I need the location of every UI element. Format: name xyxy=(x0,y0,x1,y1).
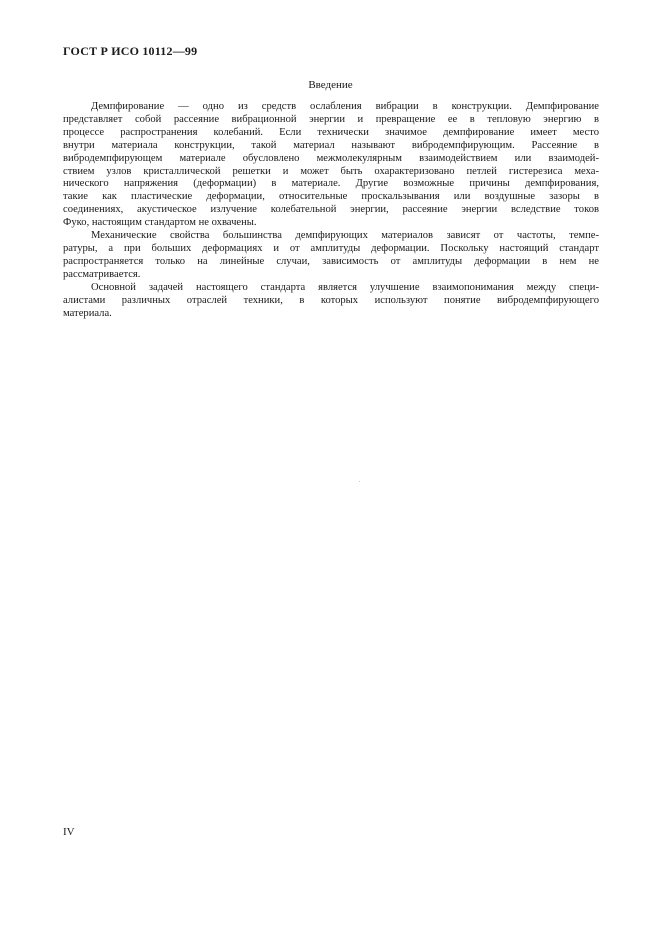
text-line: материала. xyxy=(63,307,112,319)
paragraph-3 xyxy=(63,282,599,321)
paragraph-2 xyxy=(63,230,599,282)
text-line: распространяется только на линейные случаи, зависимость от амплитуды деформации в нем не xyxy=(63,255,599,267)
body-text xyxy=(63,101,599,320)
text-line: Механические свойства большинства демпфирующих материалов зависят от частоты, темпе- xyxy=(91,230,599,242)
text-line: Фуко, настоящим стандартом не охвачены. xyxy=(63,217,257,229)
text-line: Демпфирование — одно из средств ослабления вибрации в конструкции. Демпфирование xyxy=(91,101,599,112)
text-line: алистами различных отраслей техники, в которых используют понятие вибродемпфирующего xyxy=(63,294,599,306)
paragraph-1 xyxy=(63,101,599,230)
text-line: ратуры, а при больших деформациях и от амплитуды деформации. Поскольку настоящий стандарт xyxy=(63,242,599,254)
standard-code-header: ГОСТ Р ИСО 10112—99 xyxy=(63,44,198,58)
text-line: внутри материала конструкции, такой материал называют вибродемпфирующим. Рассеяние в xyxy=(63,139,599,151)
text-line: нического напряжения (деформации) в материале. Другие возможные причины демпфирования, xyxy=(63,178,599,190)
text-line: такие как пластические деформации, относительные проскальзывания или воздушные зазоры в xyxy=(63,191,599,203)
text-line: процессе распространения колебаний. Если технически значимое демпфирование имеет место xyxy=(63,126,599,138)
text-line: представляет собой рассеяние вибрационной энергии и превращение ее в тепловую энергию в xyxy=(63,113,599,125)
text-line: ствием узлов кристаллической решетки и может быть охарактеризовано петлей гистерезиса меха- xyxy=(63,165,599,177)
text-line: вибродемпфирующем материале обусловлено межмолекулярным взаимодействием или взаимодей- xyxy=(63,152,599,164)
text-line: рассматривается. xyxy=(63,268,141,280)
section-title: Введение xyxy=(308,79,353,91)
scan-speck xyxy=(359,481,360,482)
text-line: Основной задачей настоящего стандарта является улучшение взаимопонимания между специ- xyxy=(91,281,599,293)
page-number: IV xyxy=(63,826,75,838)
text-line: соединениях, акустическое излучение колебательной энергии, рассеяние энергии вследствие токов xyxy=(63,204,599,216)
